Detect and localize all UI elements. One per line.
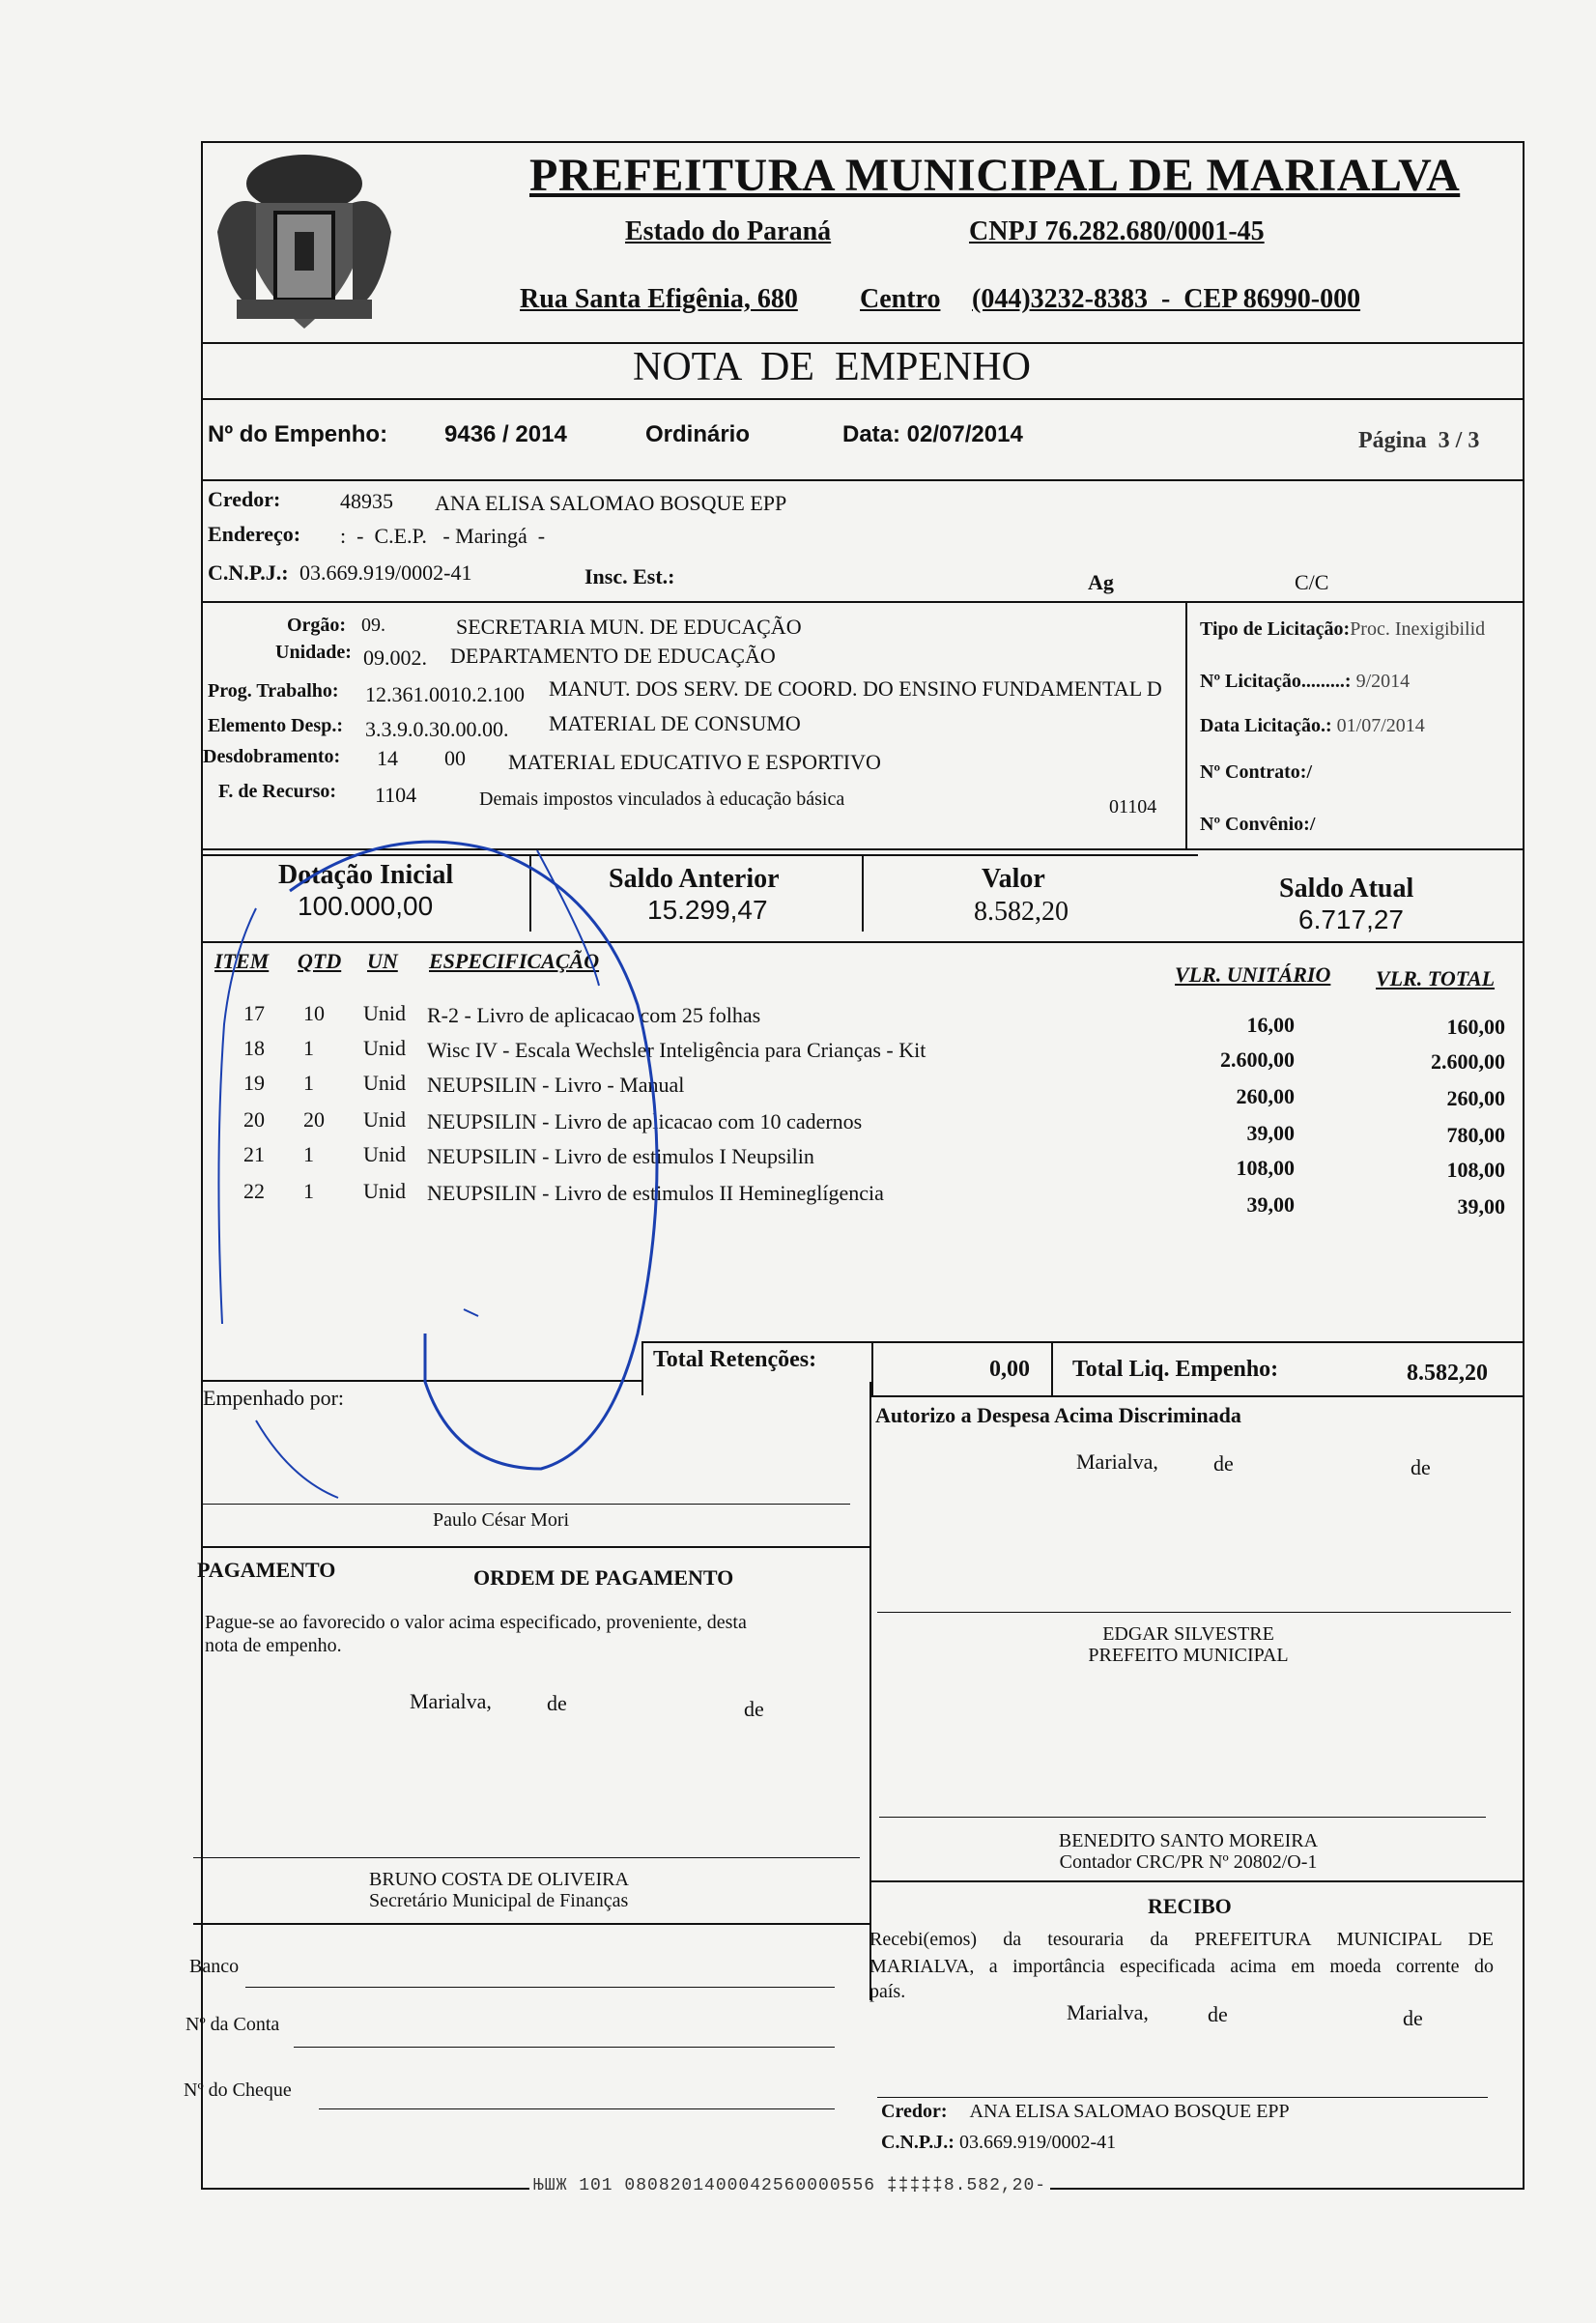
contrato-label: Nº Contrato:/ — [1200, 761, 1313, 783]
state-label: Estado do Paraná — [625, 216, 832, 246]
licitacao-num-label: Nº Licitação.........: — [1200, 671, 1352, 692]
item-description: NEUPSILIN - Livro de aplicacao com 10 cadernos — [427, 1109, 863, 1133]
item-total-price: 2.600,00 — [1431, 1049, 1505, 1074]
ordem-pagamento-label: ORDEM DE PAGAMENTO — [473, 1565, 734, 1590]
orgao-code: 09. — [361, 615, 385, 636]
credor-label: Credor: — [208, 487, 281, 511]
empenho-label: Nº do Empenho: — [208, 421, 388, 447]
retencoes-label: Total Retenções: — [653, 1347, 817, 1372]
recibo-cnpj-value: 03.669.919/0002-41 — [958, 2132, 1117, 2153]
item-unit-price: 16,00 — [1246, 1013, 1295, 1037]
item-unit-price: 39,00 — [1246, 1121, 1295, 1145]
item-total-price: 160,00 — [1446, 1015, 1505, 1039]
item-qtd: 20 — [303, 1107, 325, 1132]
contador-role: Contador CRC/PR Nº 20802/O-1 — [1059, 1851, 1318, 1873]
item-unit: Unid — [363, 1179, 406, 1203]
desdobramento-label: Desdobramento: — [203, 746, 341, 767]
licitacao-tipo-value: Proc. Inexigibilid — [1350, 618, 1486, 640]
recurso-name: Demais impostos vinculados à educação básica — [479, 789, 845, 810]
item-qtd: 1 — [303, 1179, 314, 1203]
col-qtd: QTD — [298, 949, 342, 973]
empenhado-name: Paulo César Mori — [433, 1509, 570, 1531]
cc-label: C/C — [1295, 570, 1329, 594]
col-total-value: VLR. TOTAL — [1376, 966, 1496, 990]
secretario-role: Secretário Municipal de Finanças — [369, 1890, 629, 1911]
recurso-code: 1104 — [375, 783, 417, 807]
item-unit: Unid — [363, 1001, 406, 1025]
pagamento-text-2: nota de empenho. — [205, 1635, 342, 1656]
credor-name: ANA ELISA SALOMAO BOSQUE EPP — [435, 491, 787, 515]
saldo-atual-value: 6.717,27 — [1298, 904, 1404, 934]
item-number: 21 — [243, 1142, 265, 1166]
pagamento-de2: de — [744, 1697, 764, 1721]
item-qtd: 10 — [303, 1001, 325, 1025]
item-number: 18 — [243, 1036, 265, 1060]
dotacao-label: Dotação Inicial — [278, 860, 454, 890]
cnpj-credor-value: 03.669.919/0002-41 — [299, 560, 472, 585]
col-espec: ESPECIFICAÇÃO — [429, 949, 600, 973]
item-unit-price: 39,00 — [1246, 1192, 1295, 1217]
district-label: Centro — [860, 284, 941, 314]
conta-label: Nº da Conta — [185, 2014, 280, 2035]
unidade-code: 09.002. — [363, 645, 427, 670]
autorizo-text: Autorizo a Despesa Acima Discriminada — [875, 1403, 1241, 1427]
retencoes-value: 0,00 — [989, 1357, 1030, 1382]
prog-code: 12.361.0010.2.100 — [365, 682, 525, 706]
empenhado-label: Empenhado por: — [203, 1386, 345, 1410]
item-qtd: 1 — [303, 1071, 314, 1095]
item-description: Wisc IV - Escala Wechsler Inteligência para Crianças - Kit — [427, 1038, 926, 1062]
prog-name: MANUT. DOS SERV. DE COORD. DO ENSINO FUNDAMENTAL D — [549, 676, 1162, 701]
recibo-text-2: MARIALVA, a importância especificada acima em moeda corrente do — [869, 1956, 1494, 1977]
pagamento-text-1: Pague-se ao favorecido o valor acima especificado, proveniente, desta — [205, 1612, 747, 1633]
item-number: 22 — [243, 1179, 265, 1203]
recibo-credor-label: Credor: — [881, 2101, 948, 2122]
document-title: NOTA DE EMPENHO — [633, 345, 1031, 389]
item-qtd: 1 — [303, 1036, 314, 1060]
pagamento-city: Marialva, — [410, 1689, 492, 1713]
dotacao-value: 100.000,00 — [298, 891, 434, 921]
col-un: UN — [367, 949, 398, 973]
item-total-price: 260,00 — [1446, 1086, 1505, 1110]
autorizo-de1: de — [1213, 1451, 1234, 1476]
licitacao-data-label: Data Licitação.: — [1200, 715, 1332, 736]
contador-name: BENEDITO SANTO MOREIRA — [1058, 1830, 1319, 1851]
credor-code: 48935 — [340, 489, 393, 513]
empenho-type: Ordinário — [645, 421, 751, 447]
item-description: NEUPSILIN - Livro de estimulos II Hemineglígencia — [427, 1181, 884, 1205]
valor-label: Valor — [982, 864, 1045, 894]
licitacao-tipo-label: Tipo de Licitação: — [1200, 618, 1351, 640]
unidade-label: Unidade: — [275, 642, 352, 663]
prefeito-name: EDGAR SILVESTRE — [1102, 1623, 1274, 1645]
item-number: 17 — [243, 1001, 265, 1025]
item-description: NEUPSILIN - Livro - Manual — [427, 1073, 685, 1097]
desdobramento-code: 14 — [377, 746, 398, 770]
convenio-label: Nº Convênio:/ — [1200, 814, 1316, 835]
elemento-label: Elemento Desp.: — [208, 715, 343, 736]
item-total-price: 108,00 — [1446, 1158, 1505, 1182]
orgao-label: Orgão: — [287, 615, 347, 636]
item-number: 19 — [243, 1071, 265, 1095]
endereco-label: Endereço: — [208, 522, 301, 546]
desdobramento-name: MATERIAL EDUCATIVO E ESPORTIVO — [508, 750, 881, 774]
autorizo-city: Marialva, — [1076, 1449, 1158, 1474]
cheque-label: Nº do Cheque — [184, 2079, 292, 2101]
item-unit: Unid — [363, 1142, 406, 1166]
pagamento-de1: de — [547, 1691, 567, 1715]
item-total-price: 780,00 — [1446, 1123, 1505, 1147]
item-unit-price: 108,00 — [1236, 1156, 1295, 1180]
item-unit-price: 2.600,00 — [1220, 1047, 1295, 1072]
desdobramento-sub: 00 — [444, 746, 466, 770]
pagamento-label: PAGAMENTO — [197, 1558, 336, 1582]
licitacao-num-value: 9/2014 — [1355, 671, 1411, 692]
prefeito-role: PREFEITO MUNICIPAL — [1088, 1645, 1289, 1666]
total-liq-value: 8.582,20 — [1407, 1361, 1488, 1386]
recibo-city: Marialva, — [1067, 2000, 1149, 2024]
col-item: ITEM — [214, 949, 270, 973]
item-unit-price: 260,00 — [1236, 1084, 1295, 1108]
phone-cep-label: (044)3232-8383 - CEP 86990-000 — [972, 284, 1361, 314]
orgao-name: SECRETARIA MUN. DE EDUCAÇÃO — [456, 615, 802, 639]
item-total-price: 39,00 — [1457, 1194, 1505, 1219]
item-qtd: 1 — [303, 1142, 314, 1166]
elemento-name: MATERIAL DE CONSUMO — [549, 711, 801, 735]
empenho-number: 9436 / 2014 — [444, 421, 567, 447]
saldo-anterior-value: 15.299,47 — [647, 895, 768, 925]
recibo-de1: de — [1208, 2002, 1228, 2026]
cnpj-credor-label: C.N.P.J.: — [208, 560, 289, 585]
valor-value: 8.582,20 — [974, 897, 1069, 927]
recibo-title: RECIBO — [1148, 1894, 1232, 1918]
endereco-value: : - C.E.P. - Maringá - — [340, 524, 546, 548]
item-description: NEUPSILIN - Livro de estimulos I Neupsilin — [427, 1144, 814, 1168]
total-liq-label: Total Liq. Empenho: — [1072, 1357, 1279, 1382]
recibo-de2: de — [1403, 2006, 1423, 2030]
item-unit: Unid — [363, 1036, 406, 1060]
saldo-anterior-label: Saldo Anterior — [609, 864, 780, 894]
page-number: Página 3 / 3 — [1358, 428, 1480, 453]
municipality-title: PREFEITURA MUNICIPAL DE MARIALVA — [529, 150, 1461, 201]
recurso-number: 01104 — [1109, 796, 1157, 817]
recibo-cnpj-label: C.N.P.J.: — [881, 2132, 955, 2153]
elemento-code: 3.3.9.0.30.00.00. — [365, 717, 509, 741]
saldo-atual-label: Saldo Atual — [1279, 874, 1414, 903]
secretario-name: BRUNO COSTA DE OLIVEIRA — [369, 1869, 629, 1890]
recurso-label: F. de Recurso: — [218, 781, 337, 802]
footer-barcode-text: ЊШЖ 101 0808201400042560000556 ‡‡‡‡‡8.582,20- — [529, 2176, 1050, 2195]
insc-label: Insc. Est.: — [584, 564, 675, 588]
autorizo-de2: de — [1411, 1455, 1431, 1479]
empenho-date: Data: 02/07/2014 — [842, 421, 1023, 447]
item-unit: Unid — [363, 1107, 406, 1132]
item-number: 20 — [243, 1107, 265, 1132]
recibo-text-1: Recebi(emos) da tesouraria da PREFEITURA MUNICIPAL DE — [869, 1929, 1494, 1950]
item-unit: Unid — [363, 1071, 406, 1095]
prog-label: Prog. Trabalho: — [208, 680, 339, 702]
col-unit-value: VLR. UNITÁRIO — [1175, 962, 1331, 987]
recibo-text-3: país. — [869, 1981, 906, 2002]
cnpj-label: CNPJ 76.282.680/0001-45 — [969, 216, 1265, 246]
item-description: R-2 - Livro de aplicacao com 25 folhas — [427, 1003, 761, 1027]
recibo-credor-name: ANA ELISA SALOMAO BOSQUE EPP — [969, 2101, 1290, 2122]
street-label: Rua Santa Efigênia, 680 — [520, 284, 798, 314]
banco-label: Banco — [189, 1956, 240, 1977]
unidade-name: DEPARTAMENTO DE EDUCAÇÃO — [450, 644, 776, 668]
licitacao-data-value: 01/07/2014 — [1336, 715, 1425, 736]
ag-label: Ag — [1088, 570, 1114, 594]
